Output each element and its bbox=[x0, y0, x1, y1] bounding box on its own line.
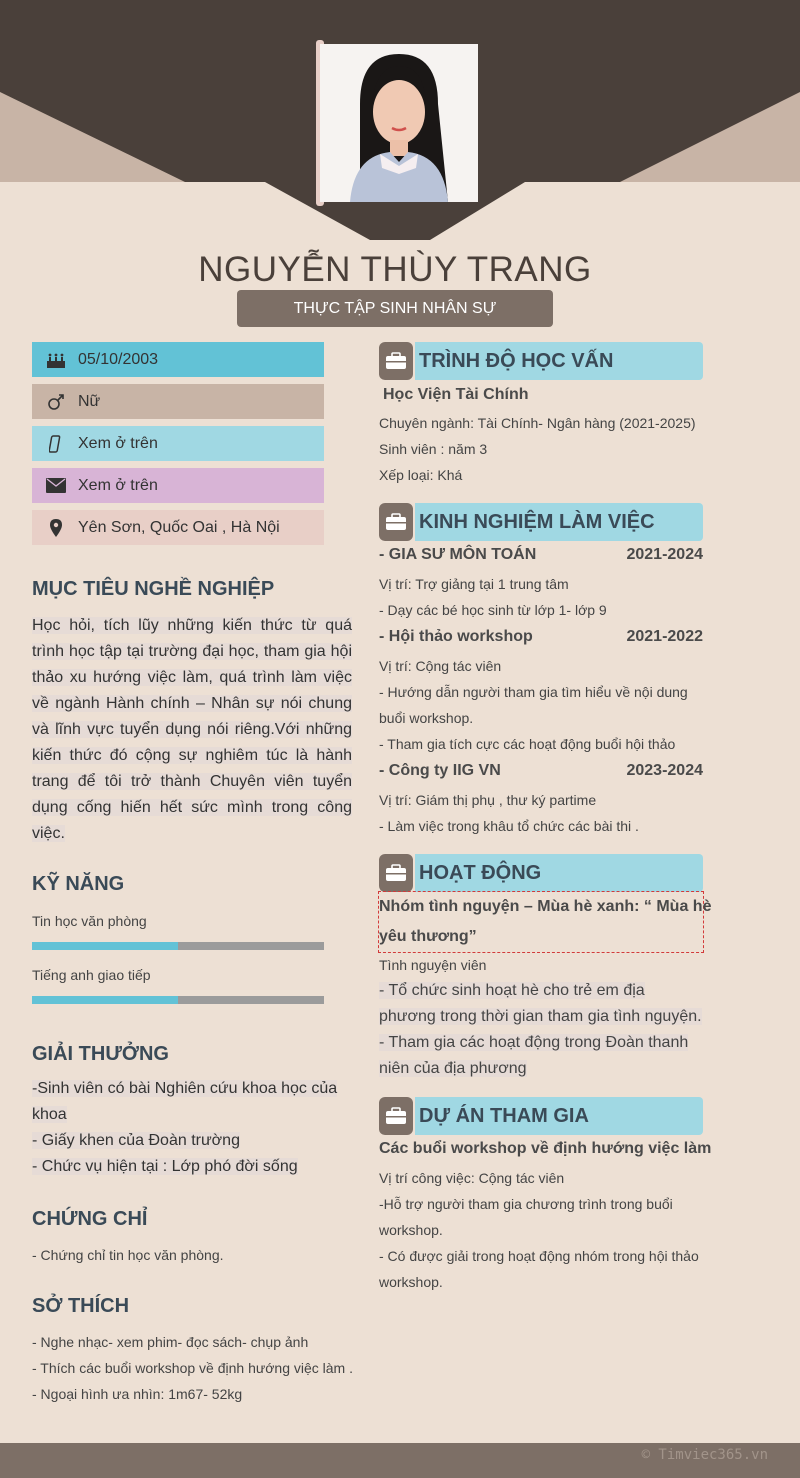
briefcase-icon bbox=[379, 503, 413, 541]
education-line: Chuyên ngành: Tài Chính- Ngân hàng (2021-2025) bbox=[379, 415, 696, 431]
phone-value: Xem ở trên bbox=[78, 434, 158, 452]
job-title-badge: THỰC TẬP SINH NHÂN SỰ bbox=[237, 290, 553, 327]
contact-phone bbox=[32, 426, 324, 461]
education-line: Sinh viên : năm 3 bbox=[379, 441, 488, 457]
award-line: - Giấy khen của Đoàn trường bbox=[32, 1132, 240, 1149]
gender-icon bbox=[44, 392, 68, 412]
contact-address bbox=[32, 510, 324, 545]
skill-name: Tiếng anh giao tiếp bbox=[32, 967, 151, 983]
projects-header bbox=[379, 1097, 703, 1135]
job-line: buổi workshop. bbox=[379, 710, 474, 726]
contact-gender bbox=[32, 384, 324, 419]
job-name: - Công ty IIG VN bbox=[379, 762, 501, 779]
birthday-cake-icon bbox=[44, 351, 68, 369]
job-line: Vị trí: Trợ giảng tại 1 trung tâm bbox=[379, 576, 569, 592]
skill-bar-english bbox=[32, 996, 324, 1004]
job-name: - Hội thảo workshop bbox=[379, 628, 533, 645]
certificates-title: CHỨNG CHỈ bbox=[32, 1208, 148, 1230]
awards-list bbox=[32, 1076, 352, 1180]
gender-value: Nữ bbox=[78, 392, 101, 410]
experience-title: KINH NGHIỆM LÀM VIỆC bbox=[419, 511, 655, 533]
objective-paragraph: Học hỏi, tích lũy những kiến thức từ quá trình học tập tại trường đại học, tham gia hội thảo xu hướng việc làm, quá trình làm việc về ngành Hành chính – Nhân sự nói chung và lĩnh vực tuyển dụng nói riêng.Với những kiến thức đó cộng sự nghiêm túc là hành trang để tôi trở thành Chuyên viên tuyển dụng cống hiến hết sức mình trong công việc. bbox=[32, 617, 352, 842]
activity-line: - Tham gia các hoạt động trong Đoàn thanh bbox=[379, 1034, 689, 1051]
project-line: -Hỗ trợ người tham gia chương trình trong buổi bbox=[379, 1196, 673, 1212]
job-line: - Tham gia tích cực các hoạt động buổi hội thảo bbox=[379, 736, 676, 752]
experience-header bbox=[379, 503, 703, 541]
skill-fill bbox=[32, 996, 178, 1004]
activity-description bbox=[379, 978, 709, 1082]
education-school: Học Viện Tài Chính bbox=[383, 386, 529, 403]
awards-title: GIẢI THƯỞNG bbox=[32, 1043, 169, 1065]
project-name: Các buổi workshop về định hướng việc làm bbox=[379, 1140, 712, 1157]
activity-line: niên của địa phương bbox=[379, 1060, 527, 1077]
footer-bar bbox=[0, 1443, 800, 1478]
candidate-name: NGUYỄN THÙY TRANG bbox=[198, 250, 592, 289]
objective-text bbox=[32, 613, 352, 847]
project-line: - Có được giải trong hoạt động nhóm trong hội thảo bbox=[379, 1248, 699, 1264]
activity-line: phương trong thời gian tham gia tình nguyện. bbox=[379, 1008, 702, 1025]
job-years: 2021-2024 bbox=[626, 546, 703, 563]
activity-name-line: yêu thương” bbox=[379, 928, 477, 945]
project-line: workshop. bbox=[379, 1274, 443, 1290]
hobbies-title: SỞ THÍCH bbox=[32, 1295, 130, 1317]
projects-title: DỰ ÁN THAM GIA bbox=[419, 1105, 589, 1127]
skills-title: KỸ NĂNG bbox=[32, 873, 125, 895]
hobby-line: - Thích các buổi workshop về định hướng việc làm . bbox=[32, 1360, 354, 1376]
skill-bar-office bbox=[32, 942, 324, 950]
job-years: 2021-2022 bbox=[626, 628, 703, 645]
job-line: Vị trí: Cộng tác viên bbox=[379, 658, 502, 674]
job-line: - Làm việc trong khâu tổ chức các bài thi . bbox=[379, 818, 639, 834]
briefcase-icon bbox=[379, 342, 413, 380]
hobby-line: - Ngoại hình ưa nhìn: 1m67- 52kg bbox=[32, 1386, 243, 1402]
briefcase-icon bbox=[379, 1097, 413, 1135]
job-line: - Dạy các bé học sinh từ lớp 1- lớp 9 bbox=[379, 602, 607, 618]
job-name: - GIA SƯ MÔN TOÁN bbox=[379, 546, 537, 563]
activities-header bbox=[379, 854, 703, 892]
award-line: -Sinh viên có bài Nghiên cứu khoa học của khoa bbox=[32, 1080, 338, 1123]
activity-name-line: Nhóm tình nguyện – Mùa hè xanh: “ Mùa hè bbox=[379, 898, 712, 915]
birthday-value: 05/10/2003 bbox=[78, 350, 159, 368]
job-years: 2023-2024 bbox=[626, 762, 703, 779]
education-title: TRÌNH ĐỘ HỌC VẤN bbox=[419, 350, 614, 372]
activities-title: HOẠT ĐỘNG bbox=[419, 862, 542, 884]
hobby-line: - Nghe nhạc- xem phim- đọc sách- chụp ảnh bbox=[32, 1334, 309, 1350]
project-line: workshop. bbox=[379, 1222, 443, 1238]
watermark-text: © Timviec365.vn bbox=[641, 1447, 768, 1463]
certificate-line: - Chứng chỉ tin học văn phòng. bbox=[32, 1247, 224, 1263]
portrait-illustration bbox=[320, 44, 478, 202]
award-line: - Chức vụ hiện tại : Lớp phó đời sống bbox=[32, 1158, 298, 1175]
job-line: - Hướng dẫn người tham gia tìm hiểu về nội dung bbox=[379, 684, 688, 700]
contact-birthday bbox=[32, 342, 324, 377]
email-value: Xem ở trên bbox=[78, 476, 158, 494]
skill-name: Tin học văn phòng bbox=[32, 913, 147, 929]
address-value: Yên Sơn, Quốc Oai , Hà Nội bbox=[78, 518, 280, 536]
contact-email bbox=[32, 468, 324, 503]
phone-icon bbox=[44, 435, 68, 453]
cv-header bbox=[0, 0, 800, 245]
activity-line: - Tổ chức sinh hoạt hè cho trẻ em địa bbox=[379, 982, 645, 999]
objective-title: MỤC TIÊU NGHỀ NGHIỆP bbox=[32, 578, 275, 600]
education-header bbox=[379, 342, 703, 380]
activity-role: Tình nguyện viên bbox=[379, 957, 487, 973]
job-line: Vị trí: Giám thị phụ , thư ký partime bbox=[379, 792, 597, 808]
skill-fill bbox=[32, 942, 178, 950]
project-line: Vị trí công việc: Cộng tác viên bbox=[379, 1170, 565, 1186]
education-line: Xếp loại: Khá bbox=[379, 467, 463, 483]
location-pin-icon bbox=[44, 519, 68, 537]
envelope-icon bbox=[44, 478, 68, 493]
profile-photo bbox=[320, 44, 478, 202]
briefcase-icon bbox=[379, 854, 413, 892]
